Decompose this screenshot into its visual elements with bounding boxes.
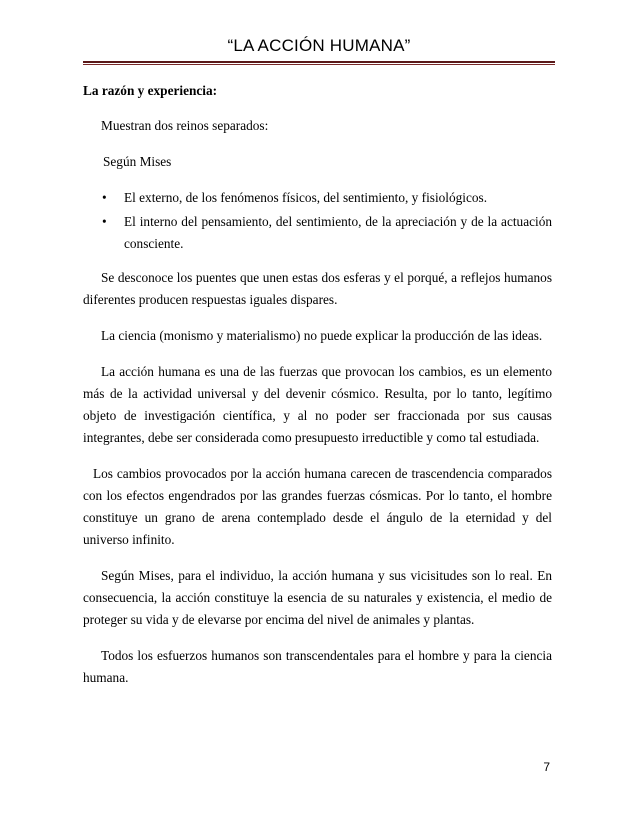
header-rule-thick bbox=[83, 61, 555, 63]
paragraph: Los cambios provocados por la acción humana carecen de trascendencia comparados con los efectos engendrados por las grandes fuerzas cósmicas. Por lo tanto, el hombre constituye un grano de arena contemplado desde el ángulo de la eternidad y del universo infinito. bbox=[83, 466, 552, 547]
bullet-icon: • bbox=[102, 190, 107, 205]
list-item-text: El interno del pensamiento, del sentimiento, de la apreciación y de la actuación consciente. bbox=[124, 214, 552, 251]
list-item bbox=[83, 211, 552, 255]
header-title: “LA ACCIÓN HUMANA” bbox=[227, 36, 411, 55]
bullet-list bbox=[83, 187, 552, 255]
list-item bbox=[83, 187, 552, 209]
bullet-icon: • bbox=[102, 214, 107, 229]
paragraph: Según Mises, para el individuo, la acción humana y sus vicisitudes son lo real. En consecuencia, la acción constituye la esencia de su naturales y existencia, el medio de proteger su vida y de elevarse por encima del nivel de animales y plantas. bbox=[83, 568, 552, 627]
page-number: 7 bbox=[543, 760, 550, 774]
paragraph-intro: Muestran dos reinos separados: bbox=[101, 118, 269, 133]
section-heading: La razón y experiencia: bbox=[83, 83, 218, 98]
paragraph-segun-mises: Según Mises bbox=[103, 154, 172, 169]
paragraph: La ciencia (monismo y materialismo) no puede explicar la producción de las ideas. bbox=[101, 328, 543, 343]
paragraph: Todos los esfuerzos humanos son transcendentales para el hombre y para la ciencia humana. bbox=[83, 648, 552, 685]
paragraph: Se desconoce los puentes que unen estas dos esferas y el porqué, a reflejos humanos diferentes producen respuestas iguales dispares. bbox=[83, 270, 552, 307]
paragraph: La acción humana es una de las fuerzas que provocan los cambios, es un elemento más de la actividad universal y del devenir cósmico. Resulta, por lo tanto, legítimo objeto de investigación científica, y al no poder ser fraccionada por sus causas integrantes, debe ser considerada como presupuesto irreductible y como tal estudiada. bbox=[83, 364, 552, 445]
document-body bbox=[83, 83, 552, 703]
header-rule-thin bbox=[83, 64, 555, 65]
list-item-text: El externo, de los fenómenos físicos, del sentimiento, y fisiológicos. bbox=[124, 190, 488, 205]
